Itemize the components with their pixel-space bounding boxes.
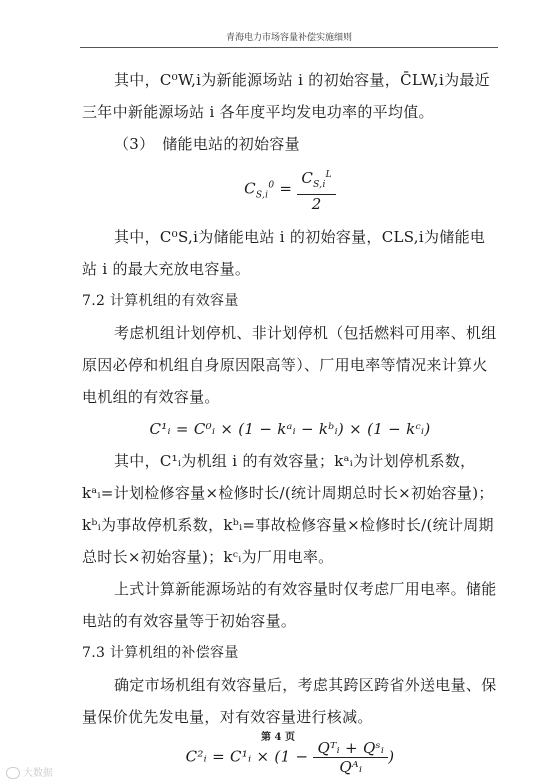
paragraph-new-energy-capacity: 其中，C⁰W,i为新能源场站 i 的初始容量，C̄LW,i为最近三年中新能源场站 i 各年度平均发电功率的平均值。 bbox=[82, 71, 490, 121]
watermark-icon bbox=[6, 767, 20, 779]
section-heading-7-2: 7.2 计算机组的有效容量 bbox=[82, 293, 239, 309]
fraction: $\frac{\text{Qᵀᵢ + Qˢᵢ}}{\text{Qᴬᵢ}}$ bbox=[313, 739, 388, 776]
equation-compensation-capacity: C²ᵢ = C¹ᵢ × (1 − $\frac{\text{Qᵀᵢ + Qˢᵢ}}{\text{Qᴬᵢ}}$ ) bbox=[185, 739, 395, 776]
section-heading-7-3: 7.3 计算机组的补偿容量 bbox=[82, 645, 239, 661]
header-rule bbox=[80, 47, 498, 48]
equation-storage-capacity: $C_{S,i}^0$ = $\frac{C_{S,i}^L}{2}$ bbox=[82, 166, 498, 213]
paragraph-compensation-capacity: 确定市场机组有效容量后，考虑其跨区跨省外送电量、保量保价优先发电量，对有效容量进行核减。 bbox=[82, 676, 497, 726]
equation-effective-capacity: C¹ᵢ = C⁰ᵢ × (1 − kᵃᵢ − kᵇᵢ) × (1 − kᶜᵢ) bbox=[149, 420, 431, 438]
document-body bbox=[82, 64, 498, 776]
fraction: $\frac{C_{S,i}^L}{2}$ bbox=[297, 166, 336, 213]
paragraph-effective-capacity: 考虑机组计划停机、非计划停机（包括燃料可用率、机组原因必停和机组自身原因限高等）、厂用电率等情况来计算火电机组的有效容量。 bbox=[82, 324, 497, 406]
watermark: 大数据 bbox=[6, 764, 53, 779]
page-number: 第 4 页 bbox=[261, 732, 295, 743]
subheading-storage-initial-capacity: （3） 储能电站的初始容量 bbox=[114, 135, 300, 153]
paragraph-storage-definition: 其中，C⁰S,i为储能电站 i 的初始容量，CLS,i为储能电站 i 的最大充放电容量。 bbox=[82, 228, 486, 278]
page-header: 青海电力市场容量补偿实施细则 bbox=[225, 33, 352, 43]
paragraph-new-energy-note: 上式计算新能源场站的有效容量时仅考虑厂用电率。储能电站的有效容量等于初始容量。 bbox=[82, 580, 497, 630]
paragraph-coefficients: 其中，C¹ᵢ为机组 i 的有效容量；kᵃᵢ为计划停机系数，kᵃᵢ=计划检修容量×检修时长/(统计周期总时长×初始容量)；kᵇᵢ为事故停机系数，kᵇᵢ=事故检修容量×检修时长/(统计周期总时长×初始容量)；kᶜᵢ为厂用电率。 bbox=[82, 452, 494, 566]
